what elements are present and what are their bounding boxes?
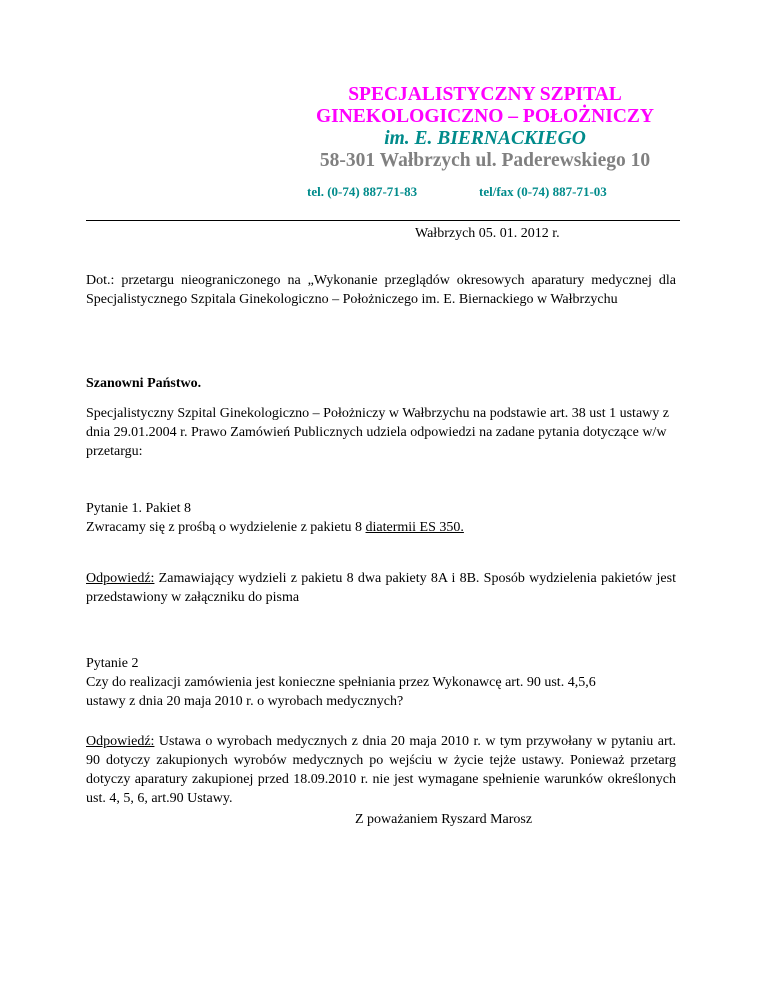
letter-signature: Z poważaniem Ryszard Marosz [355,812,533,827]
answer-2-text: Ustawa o wyrobach medycznych z dnia 20 maja 2010 r. w tym przywołany w pytaniu art. 90 dotyczy zakupionych wyrobów medycznych po wejściu w życie tejże ustawy. Ponieważ przetarg dotyczy aparatury zakupionej przed 18.09.2010 r. nie jest wymagane spełnienie warunków określonych ust. 4, 5, 6, art.90 Ustawy. [86,734,676,806]
letter-intro: Specjalistyczny Szpital Ginekologiczno – Położniczy w Wałbrzychu na podstawie art. 38 ust 1 ustawy z dnia 29.01.2004 r. Prawo Zamówień Publicznych udziela odpowiedzi na zadane pytania dotyczące w/w przetargu: [86,406,669,459]
question-1-text-main: Zwracamy się z prośbą o wydzielenie z pakietu 8 [86,520,366,535]
answer-1 [86,569,676,607]
letter-subject: Dot.: przetargu nieograniczonego na „Wykonanie przeglądów okresowych aparatury medycznej dla Specjalistycznego Szpitala Ginekologiczno – Położniczego im. E. Biernackiego w Wałbrzychu [86,273,676,307]
question-1-title: Pytanie 1. Pakiet 8 [86,501,191,516]
hospital-name-line1: SPECJALISTYCZNY SZPITAL [348,84,622,105]
question-1-text-device: diatermii ES 350. [365,520,464,535]
hospital-name-line2: GINEKOLOGICZNO – POŁOŻNICZY [315,106,655,127]
answer-2 [86,732,676,808]
question-2 [86,654,676,711]
hospital-phone: tel. (0-74) 887-71-83 [307,184,418,199]
question-2-title: Pytanie 2 [86,656,139,671]
letter-date: Wałbrzych 05. 01. 2012 r. [415,226,560,241]
answer-1-text: Zamawiający wydzieli z pakietu 8 dwa pakiety 8A i 8B. Sposób wydzielenia pakietów jest przedstawiony w załączniku do pisma [86,571,676,605]
hospital-name-line3: im. E. BIERNACKIEGO [384,128,586,149]
answer-1-label: Odpowiedź: [86,571,155,586]
question-1 [86,499,676,537]
hospital-address: 58-301 Wałbrzych ul. Paderewskiego 10 [319,150,651,171]
hospital-fax: tel/fax (0-74) 887-71-03 [479,184,607,199]
question-1-text [86,518,676,537]
question-2-line2: ustawy z dnia 20 maja 2010 r. o wyrobach medycznych? [86,694,404,709]
letter-salutation: Szanowni Państwo. [86,376,202,391]
question-2-line1: Czy do realizacji zamówienia jest konieczne spełniania przez Wykonawcę art. 90 ust. 4,5,6 [86,675,596,690]
answer-2-label: Odpowiedź: [86,734,155,749]
header-divider [86,220,680,221]
